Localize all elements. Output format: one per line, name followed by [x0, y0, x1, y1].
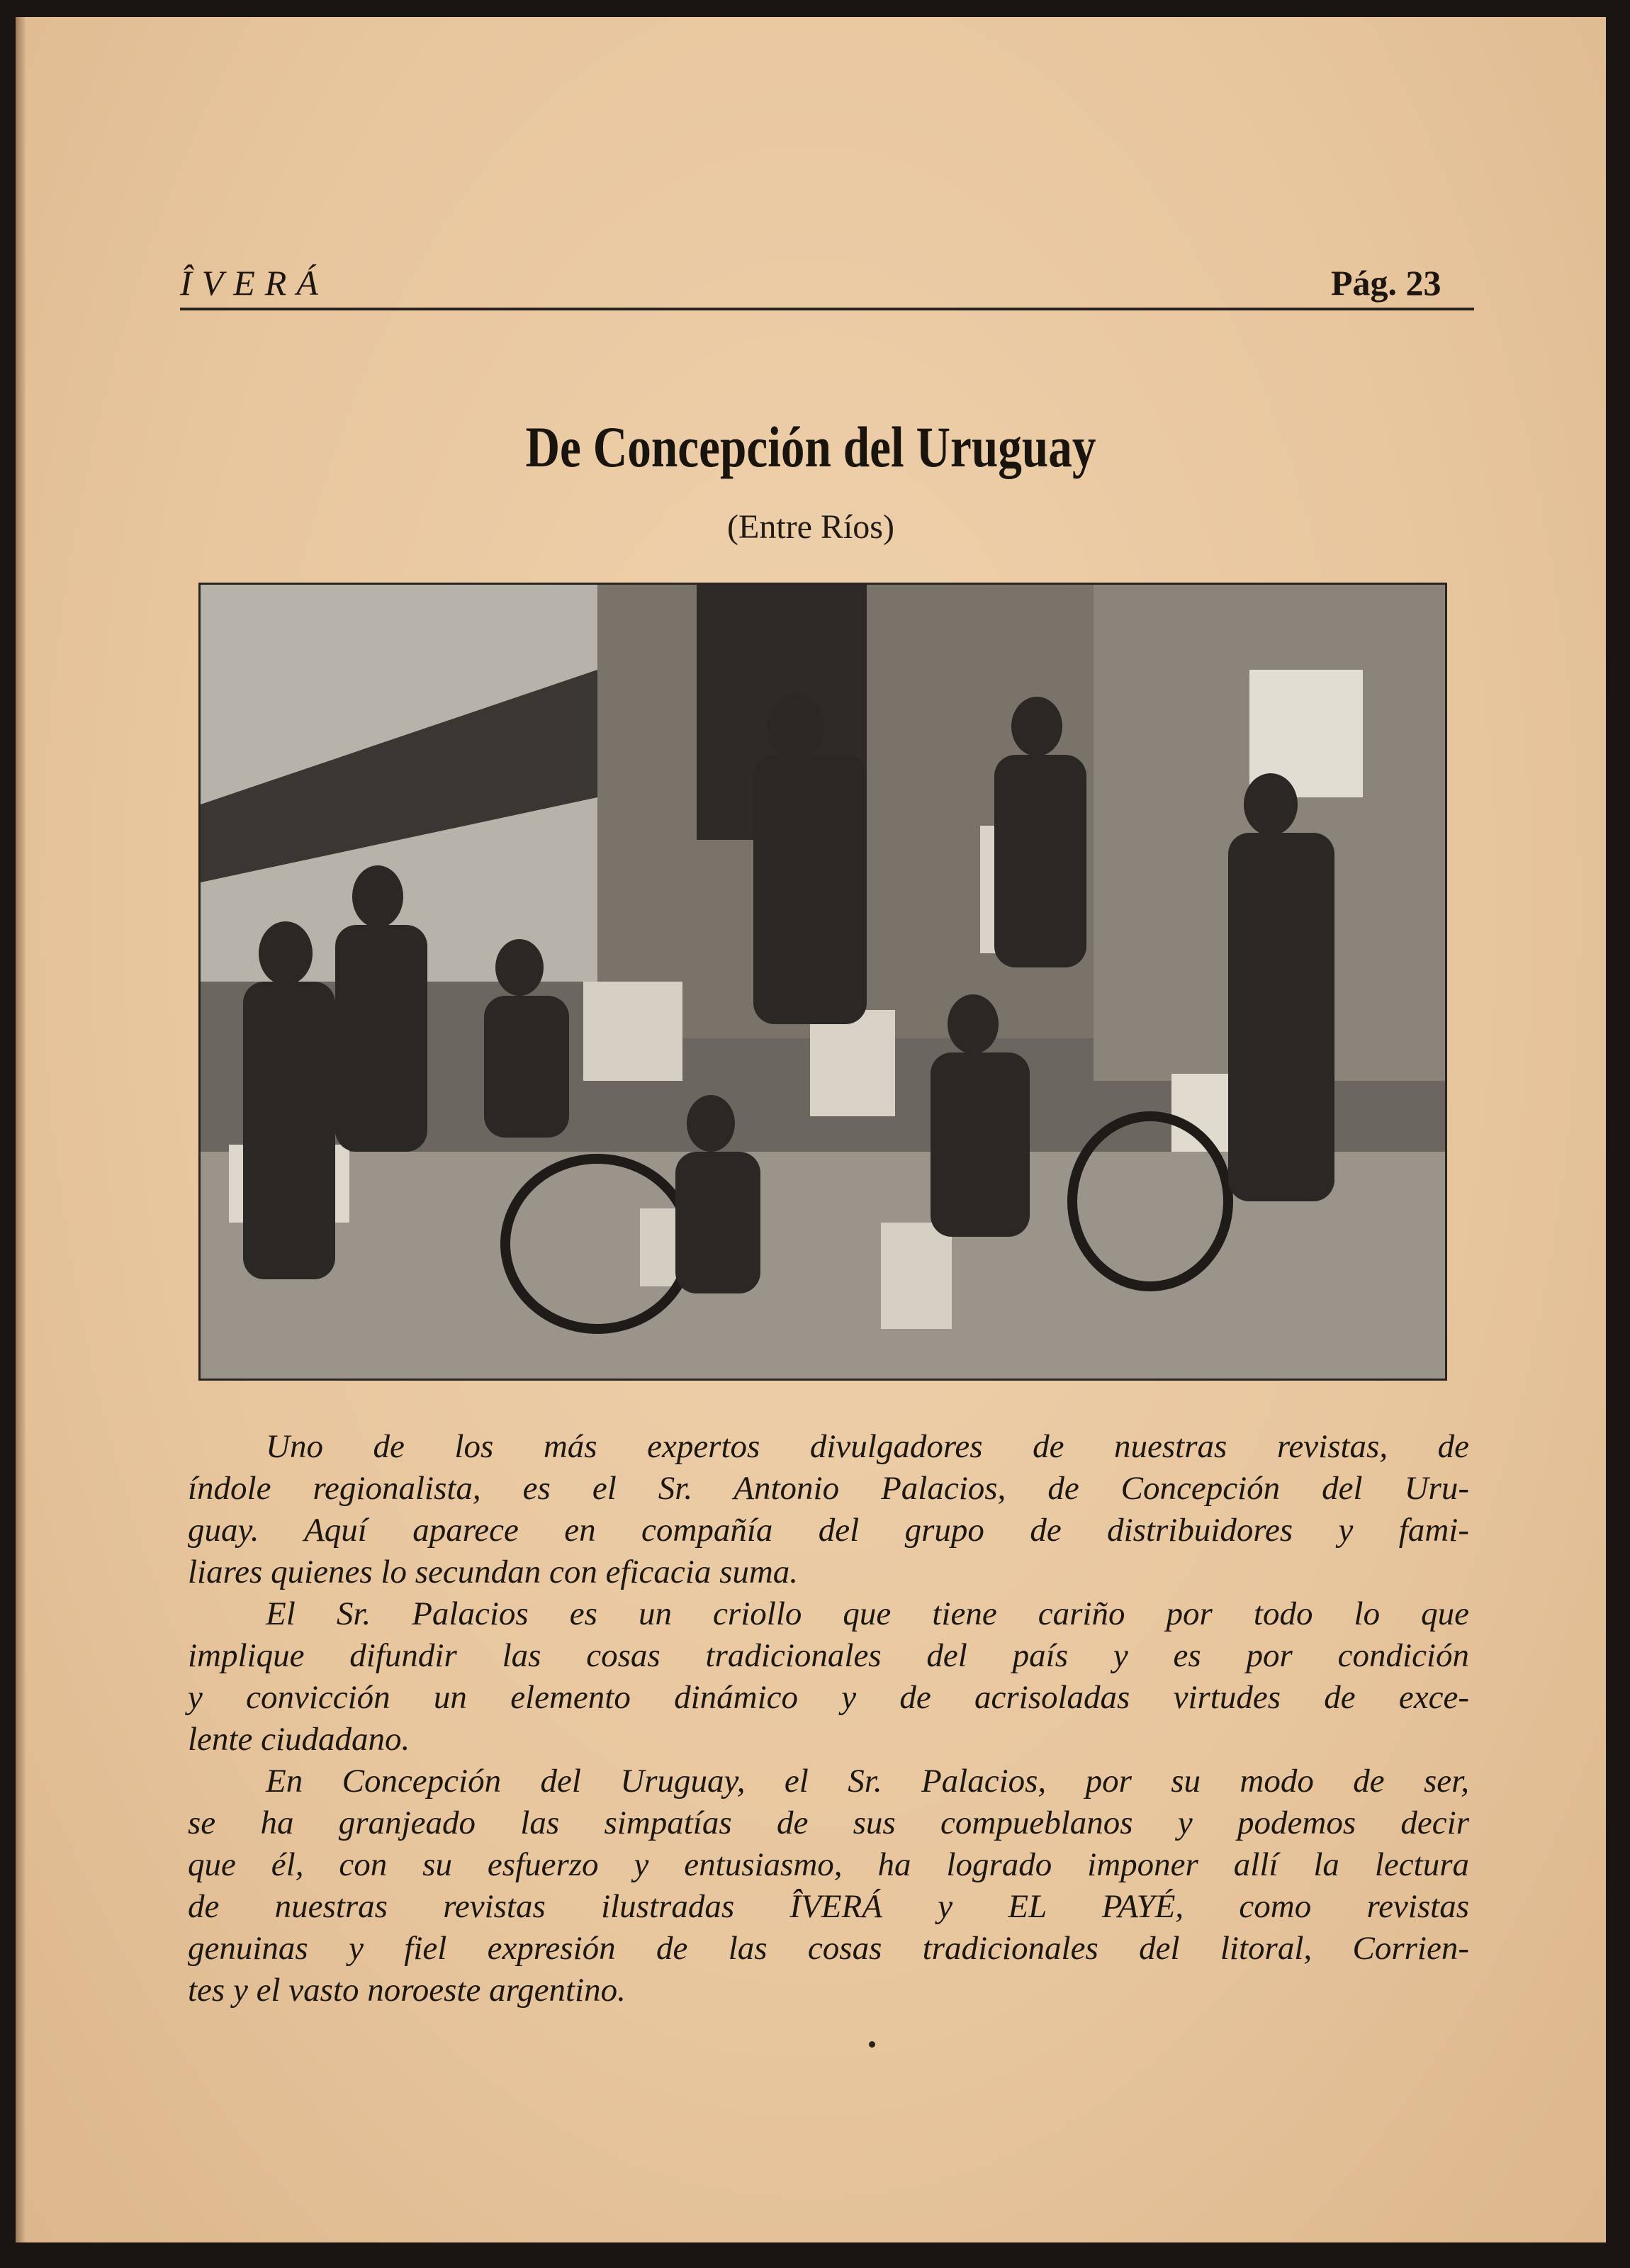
paragraph-3	[188, 1761, 1469, 2011]
article-subtitle: (Entre Ríos)	[727, 508, 894, 546]
text-line: El Sr. Palacios es un criollo que tiene cariño por todo lo que	[266, 1595, 1469, 1632]
text-line: lente ciudadano.	[188, 1721, 410, 1758]
magazine-name: ÎVERÁ	[180, 263, 328, 303]
header-rule	[180, 308, 1474, 310]
magazine-page	[16, 17, 1606, 2242]
page-number: Pág. 23	[1331, 263, 1441, 303]
group-photo	[198, 583, 1447, 1381]
text-line: liares quienes lo secundan con eficacia suma.	[188, 1554, 799, 1590]
article-body	[188, 1426, 1469, 2011]
text-line: tes y el vasto noroeste argentino.	[188, 1972, 626, 2009]
text-line: Uno de los más expertos divulgadores de nuestras revistas, de	[266, 1428, 1469, 1465]
article-title: De Concepción del Uruguay	[525, 415, 1096, 479]
page-spine	[16, 17, 26, 2242]
paragraph-1	[188, 1426, 1469, 1593]
text-line: En Concepción del Uruguay, el Sr. Palacios, por su modo de ser,	[266, 1763, 1469, 1800]
text-line: implique difundir las cosas tradicionales del país y es por condición	[188, 1637, 1469, 1674]
text-line: se ha granjeado las simpatías de sus compueblanos y podemos decir	[188, 1804, 1469, 1841]
text-line: índole regionalista, es el Sr. Antonio Palacios, de Concepción del Uru-	[188, 1470, 1469, 1507]
text-line: guay. Aquí aparece en compañía del grupo de distribuidores y fami-	[188, 1512, 1469, 1549]
paragraph-2	[188, 1593, 1469, 1761]
ornament-dot	[869, 2041, 875, 2048]
text-line: que él, con su esfuerzo y entusiasmo, ha logrado imponer allí la lectura	[188, 1846, 1469, 1883]
text-line: de nuestras revistas ilustradas ÎVERÁ y EL PAYÉ, como revistas	[188, 1888, 1469, 1925]
text-line: y convicción un elemento dinámico y de acrisoladas virtudes de exce-	[188, 1679, 1469, 1716]
photo-illustration	[201, 585, 1445, 1379]
text-line: genuinas y fiel expresión de las cosas tradicionales del litoral, Corrien-	[188, 1930, 1469, 1967]
